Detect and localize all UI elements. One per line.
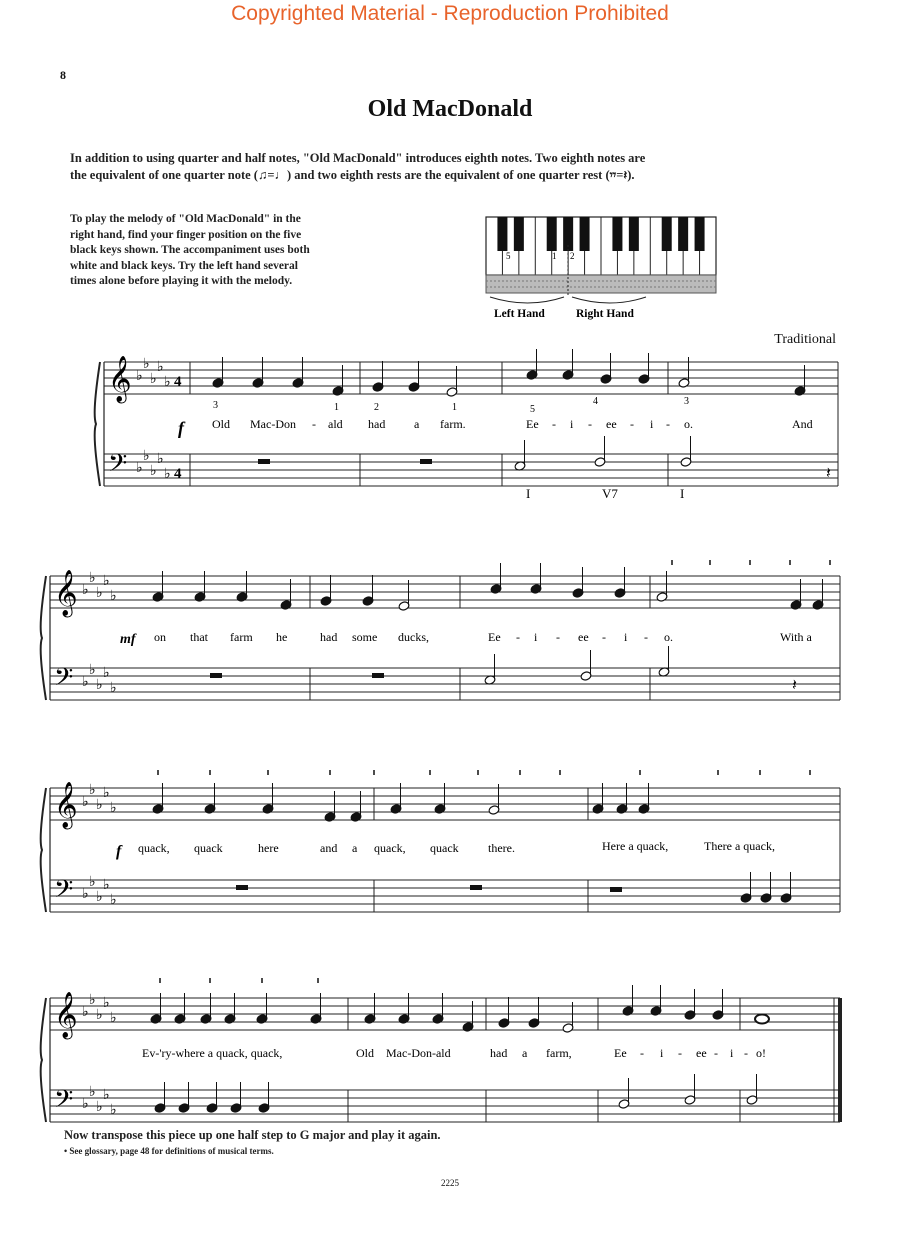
lyric: Old: [212, 417, 230, 431]
instruction-line: white and black keys. Try the left hand several: [70, 259, 298, 272]
lyric: farm,: [546, 1046, 572, 1060]
eighth-rests-symbol: 𝄾𝄾: [609, 168, 617, 182]
lyric: i: [570, 417, 574, 431]
finger-number: 5: [506, 251, 511, 261]
lyric: -: [644, 630, 648, 644]
flat-sign: ♭: [96, 1008, 103, 1023]
lyric: o!: [756, 1046, 766, 1060]
treble-clef: 𝄞: [108, 356, 132, 401]
brace: [95, 362, 100, 486]
lyric: had: [320, 630, 338, 644]
quarter-rest-symbol: 𝄽: [623, 168, 628, 182]
flat-sign: ♭: [164, 467, 171, 482]
intro-line-1: In addition to using quarter and half notes, "Old MacDonald" introduces eighth notes. Two eighth notes are: [70, 151, 646, 165]
flat-sign: ♭: [164, 375, 171, 390]
lyric: there.: [488, 841, 515, 855]
glossary-note: • See glossary, page 48 for definitions of musical terms.: [64, 1146, 274, 1156]
flat-sign: ♭: [89, 571, 96, 586]
lyric: And: [792, 417, 813, 431]
lyric: -: [588, 417, 592, 431]
lyric: -: [556, 630, 560, 644]
system-1: [178, 396, 813, 501]
flat-sign: ♭: [103, 996, 110, 1011]
fingering: 1: [334, 402, 339, 413]
lyric: that: [190, 630, 208, 644]
flat-sign: ♭: [110, 1011, 117, 1026]
quarter-rest: 𝄽: [826, 465, 831, 482]
lyric: -: [714, 1046, 718, 1060]
time-signature: 4: [174, 466, 182, 482]
lyric: Mac-Don-ald: [386, 1046, 451, 1060]
eighth-notes-symbol: ♫: [257, 168, 268, 182]
lyric: had: [490, 1046, 508, 1060]
flat-sign: ♭: [89, 875, 96, 890]
lyric: ducks,: [398, 630, 429, 644]
lyric: quack: [194, 841, 223, 855]
bass-clef: 𝄢: [108, 450, 128, 483]
lyric: ee: [696, 1046, 707, 1060]
flat-sign: ♭: [143, 357, 150, 372]
flat-sign: ♭: [136, 369, 143, 384]
notes: [150, 349, 831, 1113]
flat-sign: ♭: [96, 798, 103, 813]
flat-sign: ♭: [103, 878, 110, 893]
flat-sign: ♭: [103, 1088, 110, 1103]
fingering: 3: [213, 400, 218, 411]
lyric: o.: [664, 630, 673, 644]
whole-rest: [420, 459, 432, 464]
page-id: 2225: [441, 1178, 459, 1188]
lyric: -: [312, 417, 316, 431]
finger-number: 1: [552, 251, 557, 261]
dynamic-marking: f: [116, 843, 122, 860]
page-title: Old MacDonald: [367, 96, 533, 122]
flat-sign: ♭: [143, 449, 150, 464]
lyric: Ee: [614, 1046, 627, 1060]
system-3: [116, 839, 775, 860]
lyric: -: [552, 417, 556, 431]
lyric: farm.: [440, 417, 466, 431]
flat-sign: ♭: [110, 893, 117, 908]
lyric: quack,: [138, 841, 170, 855]
brace: [41, 788, 46, 912]
lyric: Ev-'ry-where a quack, quack,: [142, 1046, 283, 1060]
transpose-instruction: Now transpose this piece up one half step to G major and play it again.: [64, 1128, 441, 1142]
lyric: he: [276, 630, 288, 644]
instruction-line: times alone before playing it with the melody.: [70, 275, 293, 287]
flat-sign: ♭: [82, 1097, 89, 1112]
whole-rest: [210, 673, 222, 678]
lyric: a: [352, 841, 358, 855]
lyric: i: [730, 1046, 734, 1060]
lyric: some: [352, 630, 378, 644]
lyric: Here a quack,: [602, 839, 669, 853]
flat-sign: ♭: [157, 360, 164, 375]
chord-symbol: I: [680, 486, 685, 501]
lyric: i: [650, 417, 654, 431]
fingering: 5: [530, 404, 535, 415]
fingering: 2: [374, 402, 379, 413]
treble-clef: 𝄞: [54, 992, 78, 1037]
flat-sign: ♭: [103, 666, 110, 681]
flat-sign: ♭: [110, 1103, 117, 1118]
flat-sign: ♭: [89, 993, 96, 1008]
lyric: Mac-Don: [250, 417, 296, 431]
flat-sign: ♭: [82, 887, 89, 902]
lyric: ald: [328, 417, 343, 431]
lyric: -: [640, 1046, 644, 1060]
lyric: i: [660, 1046, 664, 1060]
flat-sign: ♭: [110, 589, 117, 604]
lyric: -: [744, 1046, 748, 1060]
treble-clef: 𝄞: [54, 782, 78, 827]
lyric: -: [666, 417, 670, 431]
whole-rest: [236, 885, 248, 890]
lyric: Old: [356, 1046, 374, 1060]
instruction-line: To play the melody of "Old MacDonald" in the: [70, 213, 301, 225]
lyric: on: [154, 630, 166, 644]
fingering: 1: [452, 402, 457, 413]
lyric: With a: [780, 630, 812, 644]
copyright-banner: Copyrighted Material - Reproduction Prohibited: [231, 2, 669, 25]
quarter-note-symbol: ♩: [274, 168, 287, 182]
flat-sign: ♭: [96, 586, 103, 601]
whole-note: [755, 1015, 769, 1024]
lyric: i: [624, 630, 628, 644]
flat-sign: ♭: [110, 801, 117, 816]
lyric: quack: [430, 841, 459, 855]
finger-number: 2: [570, 251, 575, 261]
flat-sign: ♭: [82, 1005, 89, 1020]
dynamic-marking: f: [178, 418, 184, 438]
lyric: Ee: [488, 630, 501, 644]
lyric: -: [678, 1046, 682, 1060]
time-signature: 4: [174, 374, 182, 390]
dynamic-marking: mf: [120, 632, 136, 647]
lyric: and: [320, 841, 338, 855]
whole-rest: [610, 887, 622, 892]
whole-rest: [470, 885, 482, 890]
lyric: ee: [578, 630, 589, 644]
bass-clef: 𝄢: [54, 664, 74, 697]
brace: [41, 576, 46, 700]
chord-symbol: I: [526, 486, 531, 501]
system-4: [142, 1046, 766, 1060]
bass-clef: 𝄢: [54, 876, 74, 909]
treble-clef: 𝄞: [54, 570, 78, 615]
brace: [41, 998, 46, 1122]
lyric: a: [414, 417, 420, 431]
flat-sign: ♭: [157, 452, 164, 467]
page-number: 8: [60, 68, 66, 82]
flat-sign: ♭: [82, 675, 89, 690]
flat-sign: ♭: [82, 795, 89, 810]
lyric: -: [630, 417, 634, 431]
lyric: here: [258, 841, 279, 855]
whole-rest: [372, 673, 384, 678]
flat-sign: ♭: [96, 678, 103, 693]
instruction-line: black keys shown. The accompaniment uses both: [70, 244, 310, 256]
chord-symbol: V7: [602, 486, 618, 501]
fingering: 3: [684, 396, 689, 407]
lyric: a: [522, 1046, 528, 1060]
right-hand-label: Right Hand: [576, 308, 634, 320]
lyric: quack,: [374, 841, 406, 855]
bass-clef: 𝄢: [54, 1086, 74, 1119]
fingering: 4: [593, 396, 598, 407]
flat-sign: ♭: [96, 1100, 103, 1115]
lyric: -: [516, 630, 520, 644]
lyric: -: [602, 630, 606, 644]
flat-sign: ♭: [150, 372, 157, 387]
system-2: [120, 630, 813, 647]
flat-sign: ♭: [96, 890, 103, 905]
lyric: ee: [606, 417, 617, 431]
flat-sign: ♭: [89, 663, 96, 678]
flat-sign: ♭: [103, 786, 110, 801]
lyric: i: [534, 630, 538, 644]
lyric: There a quack,: [704, 839, 775, 853]
lyric: had: [368, 417, 386, 431]
whole-rest: [258, 459, 270, 464]
composer-credit: Traditional: [774, 332, 836, 347]
flat-sign: ♭: [150, 464, 157, 479]
flat-sign: ♭: [89, 1085, 96, 1100]
flat-sign: ♭: [89, 783, 96, 798]
lyric: Ee: [526, 417, 539, 431]
flat-sign: ♭: [136, 461, 143, 476]
flat-sign: ♭: [103, 574, 110, 589]
lyric: o.: [684, 417, 693, 431]
left-hand-label: Left Hand: [494, 308, 545, 320]
flat-sign: ♭: [110, 681, 117, 696]
quarter-rest: 𝄽: [792, 677, 797, 694]
lyric: farm: [230, 630, 253, 644]
flat-sign: ♭: [82, 583, 89, 598]
instruction-line: right hand, find your finger position on the five: [70, 228, 302, 241]
intro-line-2: the equivalent of one quarter note (♫=♩) and two eighth rests are the equivalent of one quarter rest (𝄾𝄾=𝄽).: [70, 168, 635, 182]
